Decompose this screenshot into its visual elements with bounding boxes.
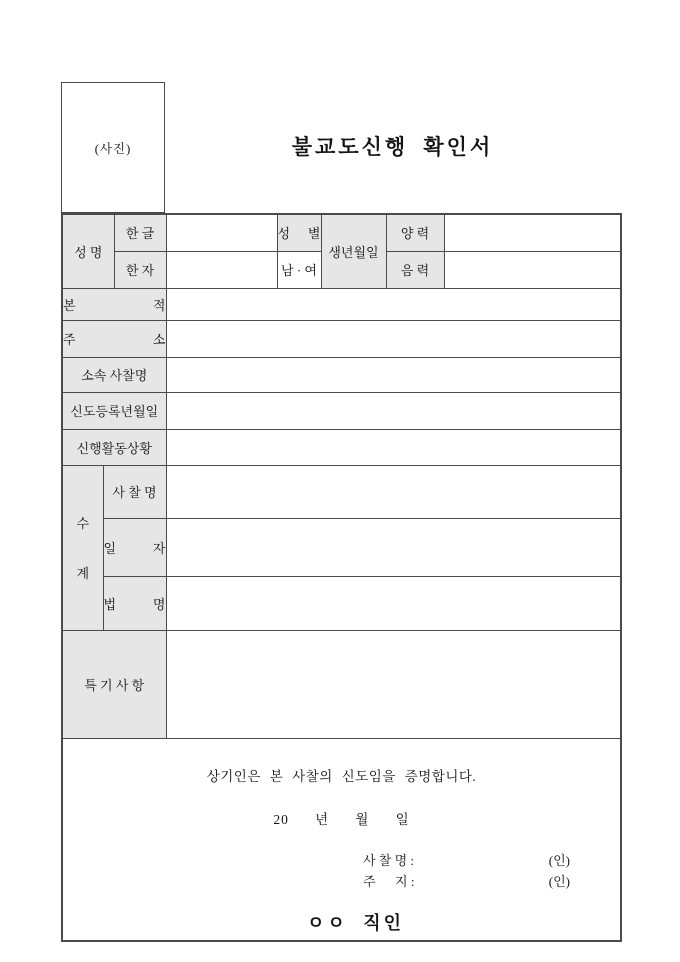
label-gender: 성 별 <box>277 214 321 251</box>
field-address[interactable] <box>166 320 621 357</box>
gender-options: 남 · 여 <box>277 251 321 288</box>
field-name-hangul[interactable] <box>166 214 277 251</box>
field-birth-lunar[interactable] <box>444 251 621 288</box>
label-precepts-temple: 사 찰 명 <box>103 465 166 519</box>
certification-statement: 상기인은 본 사찰의 신도임을 증명합니다. <box>206 768 477 784</box>
label-registered-domicile: 본 적 <box>62 288 166 320</box>
temple-name-seal-mark: (인) <box>548 852 570 868</box>
photo-placeholder-box <box>61 82 165 213</box>
photo-placeholder-label: (사진) <box>94 141 132 156</box>
label-registration-date: 신도등록년월일 <box>62 392 166 429</box>
field-precepts-dharma-name[interactable] <box>166 576 621 630</box>
abbot-label: 주 지 : <box>363 873 415 889</box>
certification-section <box>62 738 621 941</box>
label-name-hangul: 한 글 <box>114 214 166 251</box>
field-affiliated-temple[interactable] <box>166 357 621 392</box>
field-registered-domicile[interactable] <box>166 288 621 320</box>
temple-name-label: 사 찰 명 : <box>363 852 415 868</box>
label-faith-activity: 신행활동상황 <box>62 429 166 465</box>
field-precepts-date[interactable] <box>166 519 621 576</box>
abbot-seal-mark: (인) <box>548 873 570 889</box>
label-solar: 양 력 <box>386 214 444 251</box>
field-faith-activity[interactable] <box>166 429 621 465</box>
label-address: 주 소 <box>62 320 166 357</box>
label-precepts <box>62 465 103 630</box>
label-lunar: 음 력 <box>386 251 444 288</box>
signature-block <box>63 850 620 892</box>
page-title: 불교도신행 확인서 <box>291 135 494 159</box>
precepts-char-su: 수 <box>76 516 90 531</box>
temple-name-signature-line <box>63 850 620 871</box>
field-birth-solar[interactable] <box>444 214 621 251</box>
label-affiliated-temple: 소속 사찰명 <box>62 357 166 392</box>
believer-form-table <box>61 213 622 942</box>
label-name: 성 명 <box>62 214 114 288</box>
label-precepts-date: 일 자 <box>103 519 166 576</box>
precepts-vertical-label <box>63 498 103 598</box>
label-name-hanja: 한 자 <box>114 251 166 288</box>
label-special-notes: 특 기 사 항 <box>62 630 166 738</box>
field-registration-date[interactable] <box>166 392 621 429</box>
field-precepts-temple[interactable] <box>166 465 621 519</box>
abbot-signature-line <box>63 871 620 892</box>
field-name-hanja[interactable] <box>166 251 277 288</box>
label-birth-date: 생년월일 <box>321 214 386 288</box>
field-special-notes[interactable] <box>166 630 621 738</box>
date-line: 20 년 월 일 <box>273 811 410 827</box>
precepts-char-gye: 계 <box>76 566 90 581</box>
official-stamp-text: ㅇㅇ 직인 <box>306 912 405 933</box>
label-precepts-dharma-name: 법 명 <box>103 576 166 630</box>
